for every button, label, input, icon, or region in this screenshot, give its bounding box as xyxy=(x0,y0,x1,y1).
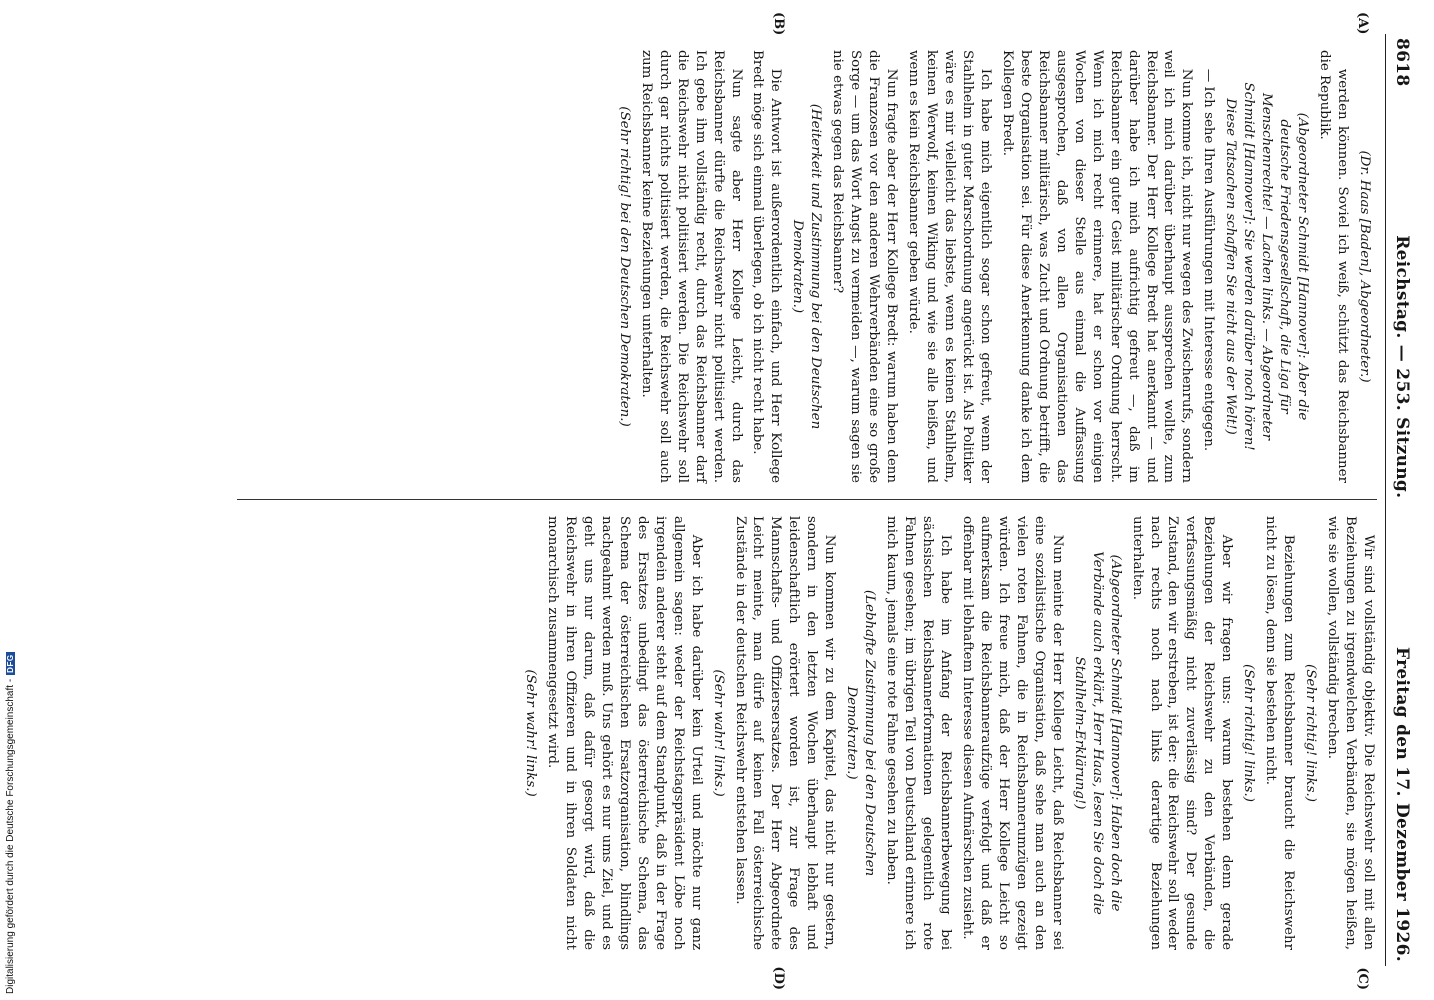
speech-paragraph: Ich habe mich eigentlich sogar schon gefreut, wenn der Stahlhelm in guter Marschordnung angerückt ist. Als Politiker wäre es mir vielleicht das liebste, wenn es keinen Stahlhelm, keinen Werwolf, keinen Wiking und wie sie alle heißen, und wenn es kein Reichsbanner geben würde. xyxy=(906,50,993,483)
stage-direction: (Heiterkeit und Zustimmung bei den Deutschen Demokraten.) xyxy=(790,103,824,430)
speech-paragraph: Aber ich habe darüber kein Urteil und möchte nur ganz allgemein sagen: weder der Reichstagspräsident Löbe noch irgendein anderer steht auf dem Standpunkt, daß in der Frage des Ersatzes unbedingt das österreichische Schema, das Schema der österreichischen Ersatzorganisation, blindlings nachgeahmt werden muß. Uns gehört es nur ums Ziel, und es geht uns nur darum, daß dafür gesorgt wird, daß die Reichswehr in ihren Offizieren und in ihren Soldaten nicht monarchisch zusammengesetzt wird. xyxy=(545,516,704,950)
stage-direction: (Lebhafte Zustimmung bei den Deutschen Demokraten.) xyxy=(844,589,878,877)
speech-paragraph: Aber wir fragen uns: warum bestehen denn gerade Beziehungen der Reichswehr zu den Verbänden, die verfassungsmäßig nicht zuverlässig sind? Der gesunde Zustand, den wir erstreben, ist der: die Reichswehr soll weder nach rechts noch nach links derartige Beziehungen unterhalten. xyxy=(1129,516,1235,950)
stage-direction: (Abgeordneter Schmidt [Hannover]: Haben doch die Verbände auch erklärt, Herr Haas, lesen Sie doch die Stahlhelm-Erklärung!) xyxy=(1071,551,1123,915)
stage-direction: (Sehr richtig! bei den Deutschen Demokraten.) xyxy=(616,106,632,427)
speech-paragraph: Beziehungen zum Reichsbanner braucht die Reichswehr nicht zu lösen, denn sie bestehen nicht. xyxy=(1263,516,1297,950)
text-columns xyxy=(237,12,1377,990)
speech-paragraph: Nun komme ich, nicht nur wegen des Zwischenrufs, sondern weil ich mich darüber überhaupt aussprechen wollte, zum Reichsbanner. Der Herr Kollege Bredt hat anerkannt — und darüber habe ich mich aufrichtig gefreut —, daß im Reichsbanner ein guter Geist militärischer Ordnung herrscht. Wenn ich mich recht erinnere, hat er schon vor einigen Wochen von dieser Stelle aus einmal die Auffassung ausgesprochen, daß von allen Organisationen das Reichsbanner militärisch, was Zucht und Ordnung betrifft, die beste Organisation sei. Für diese Anerkennung danke ich dem Kollegen Bredt. xyxy=(999,50,1195,483)
stage-direction: (Sehr richtig! links.) xyxy=(1303,664,1319,802)
speech-paragraph: Nun fragte aber der Herr Kollege Bredt: warum haben denn die Franzosen vor den anderen Wehrverbänden eine so große Sorge — um das Wort Angst zu vermeiden —, warum sagen sie nie etwas gegen das Reichsbanner? xyxy=(830,50,900,483)
speech-paragraph: Nun sagte aber Herr Kollege Leicht, durch das Reichsbanner dürfte die Reichswehr nicht politisiert werden. Ich gebe ihm vollständig recht, durch das Reichsbanner darf die Reichswehr nicht politisiert werden. Die Reichswehr soll durch gar nichts politisiert werden, die Reichswehr soll auch zum Reichsbanner keine Beziehungen unterhalten. xyxy=(638,50,744,483)
margin-marker-c: (C) xyxy=(1355,967,1370,990)
footer-credit: Digitalisierung gefördert durch die Deutsche Forschungsgemeinschaft - xyxy=(5,678,16,994)
page-number: 8618 xyxy=(1392,38,1412,87)
page-date: Freitag den 17. Dezember 1926. xyxy=(1392,647,1412,962)
speech-paragraph: — Ich sehe Ihren Ausführungen mit Interesse entgegen. xyxy=(1201,68,1217,452)
margin-marker-b: (B) xyxy=(771,12,786,36)
speech-paragraph: Nun meinte der Herr Kollege Leicht, daß Reichsbanner sei eine sozialistische Organisation, daß sehe man auch an den vielen roten Fahnen, die in Reichsbannerumzügen gezeigt würden. Ich freue mich, daß der Herr Kollege Leicht so aufmerksam die Reichsbanneraufzüge verfolgt und daß er offenbar mit lebhaftem Interesse diesen Aufmärschen zusieht. xyxy=(959,516,1065,950)
margin-marker-d: (D) xyxy=(771,966,786,990)
page-header xyxy=(1385,34,1412,966)
rotated-page xyxy=(200,0,1430,1000)
page-title: Reichstag. — 253. Sitzung. xyxy=(1392,235,1412,499)
stage-direction: (Abgeordneter Schmidt [Hannover]: Aber die deutsche Friedensgesellschaft, die Liga für Menschenrechte! — Lachen links. — Abgeordneter Schmidt [Hannover]: Sie werden darüber noch hören! Diese Tatsachen schaffen Sie nicht aus der Welt!) xyxy=(1223,82,1311,451)
left-column xyxy=(237,12,1377,500)
speech-paragraph: Nun kommen wir zu dem Kapitel, das nicht nur gestern, sondern in den letzten Wochen überhaupt lebhaft und leidenschaftlich erörtert worden ist, zur Frage des Mannschafts- und Offiziersersatzes. Der Herr Abgeordnete Leicht meinte, man dürfe auf keinen Fall österreichische Zustände in der deutschen Reichswehr entstehen lassen. xyxy=(732,516,838,950)
stage-direction: (Sehr richtig! links.) xyxy=(1241,664,1257,802)
speech-paragraph: Die Antwort ist außerordentlich einfach, und Herr Kollege Bredt möge sich einmal überlegen, ob ich nicht recht habe. xyxy=(750,50,784,483)
stage-direction: (Dr. Haas [Baden], Abgeordneter.) xyxy=(1357,150,1372,383)
speech-paragraph: werden können. Soviel ich weiß, schützt das Reichsbanner die Republik. xyxy=(1317,50,1351,483)
stage-direction: (Sehr wahr! links.) xyxy=(710,669,726,797)
footer-text-wrap xyxy=(5,594,16,994)
right-column xyxy=(237,500,1377,990)
dfg-logo: DFG xyxy=(6,654,15,673)
digitization-footer xyxy=(4,594,18,994)
stage-direction: (Sehr wahr! links.) xyxy=(523,669,539,797)
margin-marker-a: (A) xyxy=(1355,12,1370,35)
speech-paragraph: Ich habe im Anfang der Reichsbannerbewegung bei sächsischen Reichsbannerformationen gelegentlich rote Fahnen gesehen; im übrigen Teil von Deutschland erinnere ich mich kaum, jemals eine rote Fahne gesehen zu haben. xyxy=(884,516,954,950)
speech-paragraph: Wir sind vollständig objektiv. Die Reichswehr soll mit allen Beziehungen zu irgendwelchen Verbänden, sie mögen heißen, wie sie wollen, vollständig brechen. xyxy=(1325,516,1376,950)
